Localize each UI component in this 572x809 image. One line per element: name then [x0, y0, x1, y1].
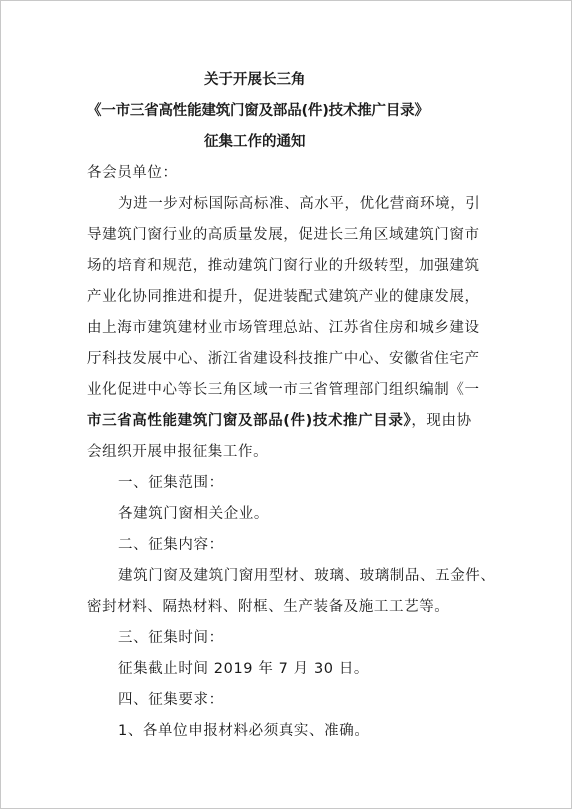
section-text-content: 建筑门窗及建筑门窗用型材、玻璃、玻璃制品、五金件、: [118, 568, 496, 584]
section-heading-content: 二、征集内容：: [118, 537, 224, 553]
body-line-rest: ，现由协: [411, 413, 472, 429]
section-text-time: 征集截止时间 2019 年 7 月 30 日。: [118, 661, 370, 677]
section-text-content: 密封材料、隔热材料、附框、生产装备及施工工艺等。: [87, 599, 450, 615]
notice-document: [87, 65, 507, 747]
section-heading-time: 三、征集时间：: [118, 630, 224, 646]
salutation: 各会员单位：: [87, 165, 178, 181]
body-line: 产业化协同推进和提升，促进装配式建筑产业的健康发展，: [87, 289, 480, 305]
title-line-3: 征集工作的通知: [204, 134, 306, 150]
section-heading-requirements: 四、征集要求：: [118, 692, 224, 708]
body-line: 业化促进中心等长三角区域一市三省管理部门组织编制《一: [87, 382, 480, 398]
title-line-1: 关于开展长三角: [204, 72, 306, 88]
body-line: 会组织开展申报征集工作。: [87, 444, 269, 460]
title-line-2: 《一市三省高性能建筑门窗及部品(件)技术推广目录》: [87, 103, 429, 119]
body-line: 导建筑门窗行业的高质量发展，促进长三角区域建筑门窗市: [87, 227, 480, 243]
section-heading-scope: 一、征集范围：: [118, 475, 224, 491]
body-line: 场的培育和规范，推动建筑门窗行业的升级转型，加强建筑: [87, 258, 480, 274]
body-line: 为进一步对标国际高标准、高水平，优化营商环境，引: [118, 196, 481, 212]
body-line: 厅科技发展中心、浙江省建设科技推广中心、安徽省住宅产: [87, 351, 480, 367]
catalog-name-bold: 市三省高性能建筑门窗及部品(件)技术推广目录》: [87, 413, 412, 429]
body-line: [87, 406, 507, 437]
section-text-scope: 各建筑门窗相关企业。: [118, 506, 269, 522]
requirement-item: 1、各单位申报材料必须真实、准确。: [118, 723, 370, 739]
body-line: 由上海市建筑建材业市场管理总站、江苏省住房和城乡建设: [87, 320, 480, 336]
